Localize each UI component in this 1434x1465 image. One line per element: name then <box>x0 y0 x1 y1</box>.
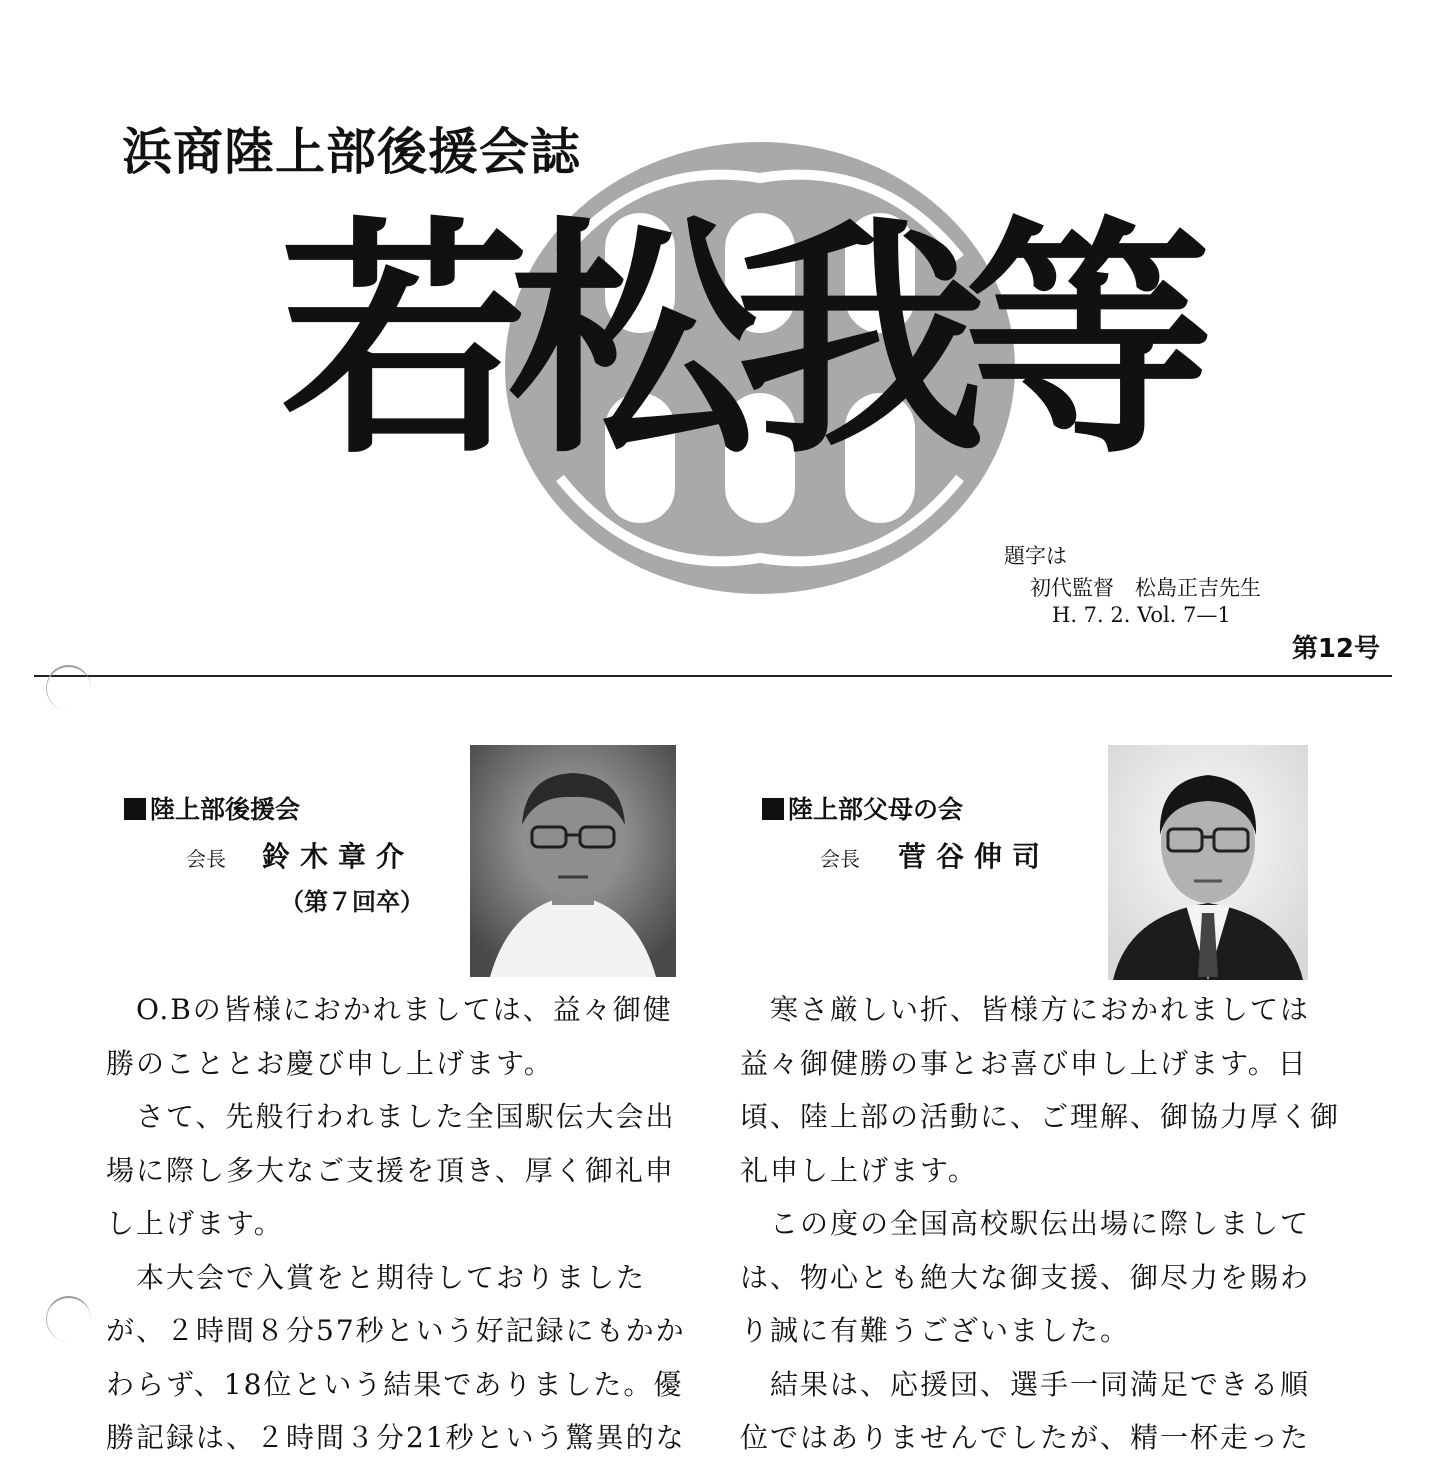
left-graduation: （第７回卒） <box>280 888 424 916</box>
right-text-line: 位ではありませんでしたが、精一杯走った <box>740 1421 1311 1454</box>
left-text-line: 場に際し多大なご支援を頂き、厚く御礼申 <box>106 1153 675 1187</box>
right-text-line: この度の全国高校駅伝出場に際しまして <box>740 1207 1311 1240</box>
right-text-line: 結果は、応援団、選手一同満足できる順 <box>740 1367 1311 1401</box>
right-text-line: 礼申し上げます。 <box>740 1153 978 1187</box>
issue-number: 第12号 <box>1291 634 1380 664</box>
left-text-line: さて、先般行われました全国駅伝大会出 <box>106 1100 676 1133</box>
right-body-text <box>740 983 1341 1454</box>
square-bullet-icon <box>762 798 784 820</box>
left-text-line: し上げます。 <box>106 1207 284 1240</box>
header-divider <box>34 675 1392 677</box>
left-role: 会長 <box>186 847 226 871</box>
left-text-line: 本大会で入賞をと期待しておりました <box>106 1260 647 1294</box>
left-text-line: 勝記録は、２時間３分21秒という驚異的な <box>106 1421 686 1454</box>
title-credit-label: 題字は <box>1004 544 1067 568</box>
left-text-line: わらず、18位という結果でありました。優 <box>106 1367 684 1401</box>
right-president-name: 菅谷伸司 <box>898 840 1051 873</box>
right-section-heading: 陸上部父母の会 <box>762 790 963 826</box>
right-text-line: は、物心とも絶大な御支援、御尽力を賜わ <box>740 1260 1311 1294</box>
left-text-line: 勝のこととお慶び申し上げます。 <box>106 1046 554 1080</box>
left-section-heading: 陸上部後援会 <box>124 790 300 826</box>
left-portrait-photo <box>470 745 676 977</box>
volume-info: H. 7. 2. Vol. 7—1 <box>1052 603 1231 627</box>
right-text-line: 頃、陸上部の活動に、ご理解、御協力厚く御 <box>740 1100 1341 1133</box>
binding-hole-top <box>46 665 91 711</box>
square-bullet-icon <box>124 798 146 820</box>
left-president-name: 鈴木章介 <box>262 840 415 873</box>
left-text-line: が、２時間８分57秒という好記録にもかか <box>106 1314 686 1347</box>
right-text-line: 益々御健勝の事とお喜び申し上げます。日 <box>740 1046 1308 1080</box>
left-body-text <box>106 983 706 1454</box>
right-portrait-photo <box>1108 745 1308 980</box>
binding-hole-bottom <box>46 1296 91 1342</box>
left-text-line: O.Bの皆様におかれましては、益々御健 <box>106 993 673 1026</box>
right-role: 会長 <box>820 847 860 871</box>
right-text-line: 寒さ厳しい折、皆様方におかれましては <box>740 993 1311 1026</box>
masthead-title: 若松我等 <box>280 193 1192 487</box>
subtitle: 浜商陸上部後援会誌 <box>122 123 581 181</box>
right-text-line: り誠に有難うございました。 <box>740 1314 1131 1347</box>
title-credit-author: 初代監督 松島正吉先生 <box>1030 576 1261 600</box>
